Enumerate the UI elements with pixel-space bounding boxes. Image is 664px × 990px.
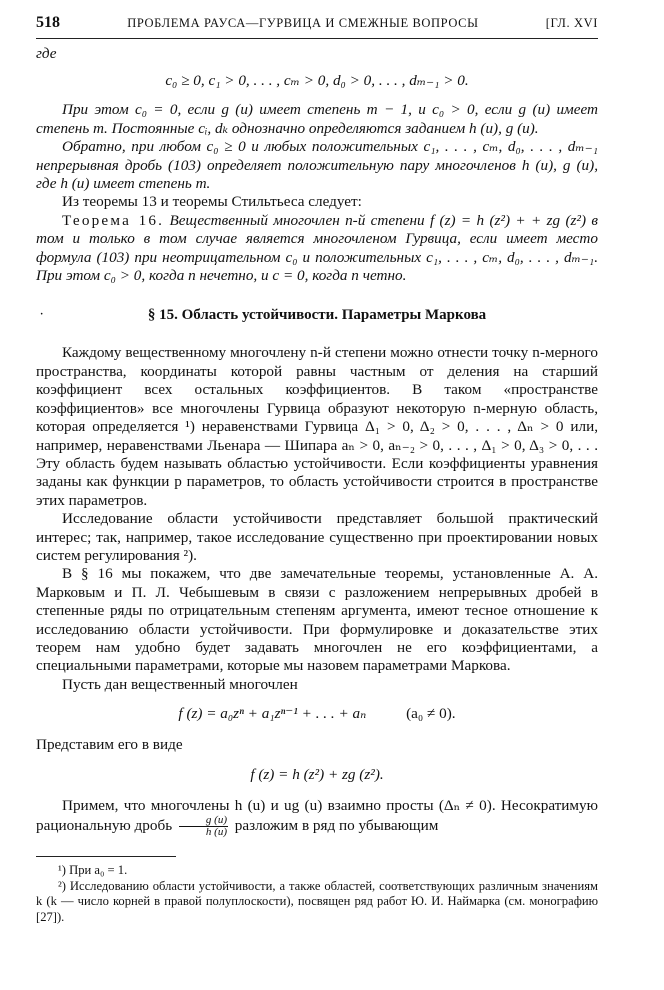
footnote-1: ¹) При a₀ = 1. bbox=[58, 863, 128, 877]
paragraph-coprime bbox=[36, 797, 598, 838]
fraction-denominator: h (u) bbox=[205, 826, 227, 838]
running-title: ПРОБЛЕМА РАУСА—ГУРВИЦА И СМЕЖНЫЕ ВОПРОСЫ bbox=[127, 16, 479, 30]
paragraph-coefficient-space: Каждому вещественному многочлену n-й степени можно отнести точку n-мерного пространства, координаты которой равны частным от деления на старший коэффициент всех остальных коэффициентов. В таком «пространстве коэффициентов» все многочлены Гурвица образуют некоторую n-мерную область, которая определяется ¹) неравенствами Гурвица Δ₁ > 0, Δ₂ > 0, . . . , Δₙ > 0 или, например, неравенствами Льенара — Шипара aₙ > 0, aₙ₋₂ > 0, . . . , Δ₁ > 0, Δ₃ > 0, . . . Эту область будем называть областью устойчивости. Если коэффициенты уравнения заданы как функции p параметров, то область устойчивости строится в пространстве этих параметров. bbox=[36, 344, 598, 509]
formula-split: f (z) = h (z²) + zg (z²). bbox=[250, 765, 384, 783]
theorem-16 bbox=[36, 212, 598, 286]
fraction-g-over-h bbox=[179, 815, 228, 838]
paragraph-uniqueness: При этом c₀ = 0, если g (u) имеет степень m − 1, и c₀ > 0, если g (u) имеет степень m. Постоянные cᵢ, dₖ однозначно определяются заданием h (u), g (u). bbox=[36, 101, 598, 137]
fraction-numerator: g (u) bbox=[179, 815, 228, 827]
theorem-label: Теорема 16. bbox=[62, 211, 165, 229]
formula-polynomial-note: (a₀ ≠ 0). bbox=[406, 705, 456, 723]
footnote-2: ²) Исследованию области устойчивости, а также областей, соответствующих различным значениям k (k — число корней в правой полуплоскости), посвящен ряд работ Ю. И. Наймарка (см. монографию [27]). bbox=[36, 878, 598, 924]
paragraph-markov-theorems: В § 16 мы покажем, что две замечательные теоремы, установленные А. А. Марковым и П. Л. Чебышевым в связи с разложением непрерывных дробей в степенные ряды по отрицательным степеням аргумента, имеют тесное отношение к исследованию области устойчивости. При формулировке и доказательстве этих теорем нам удобно будет задавать многочлен не его коэффициентами, а специальными параметрами, которые мы назовем параметрами Маркова. bbox=[36, 565, 598, 675]
footnote-rule bbox=[36, 856, 176, 857]
paragraph-converse: Обратно, при любом c₀ ≥ 0 и любых положительных c₁, . . . , cₘ, d₀, . . . , dₘ₋₁ непрерывная дробь (103) определяет положительную пару многочленов h (u), g (u), где h (u) имеет степень m. bbox=[36, 138, 598, 193]
footnotes bbox=[36, 863, 598, 925]
section-title: § 15. Область устойчивости. Параметры Маркова bbox=[147, 307, 487, 324]
page-speck: · bbox=[40, 309, 44, 321]
paragraph-consequence: Из теоремы 13 и теоремы Стильтьеса следует: bbox=[62, 193, 362, 211]
book-page bbox=[36, 14, 598, 925]
page-number: 518 bbox=[36, 14, 60, 31]
theorem-text: Вещественный многочлен n-й степени f (z) = h (z²) + + zg (z²) в том и только в том случае является многочленом Гурвица, если имеет место формула (103) при неотрицательном c₀ и положительных c₁, . . . , cₘ, d₀, . . . , dₘ₋₁. При этом c₀ > 0, когда n нечетно, и c = 0, когда n четно. bbox=[36, 211, 598, 285]
paragraph-represent: Представим его в виде bbox=[36, 736, 183, 754]
running-header bbox=[36, 14, 598, 39]
chapter-label: [ГЛ. XVI bbox=[545, 16, 598, 30]
paragraph-coprime-start: Примем, что многочлены h (u) и ug (u) взаимно просты (Δₙ ≠ 0). Несократимую рациональную дробь bbox=[36, 796, 598, 834]
formula-conditions: c₀ ≥ 0, c₁ > 0, . . . , cₘ > 0, d₀ > 0, . . . , dₘ₋₁ > 0. bbox=[165, 72, 469, 90]
paragraph-practical-interest: Исследование области устойчивости представляет большой практический интерес; так, например, такое исследование существенно при проектировании новых систем регулирования ²). bbox=[36, 510, 598, 564]
paragraph-coprime-end: разложим в ряд по убывающим bbox=[234, 816, 439, 834]
intro-word: где bbox=[36, 45, 57, 62]
formula-polynomial-body: f (z) = a₀zⁿ + a₁zⁿ⁻¹ + . . . + aₙ bbox=[178, 705, 367, 723]
paragraph-given-polynomial: Пусть дан вещественный многочлен bbox=[62, 675, 298, 693]
section-heading bbox=[36, 307, 598, 324]
formula-polynomial bbox=[36, 704, 598, 724]
